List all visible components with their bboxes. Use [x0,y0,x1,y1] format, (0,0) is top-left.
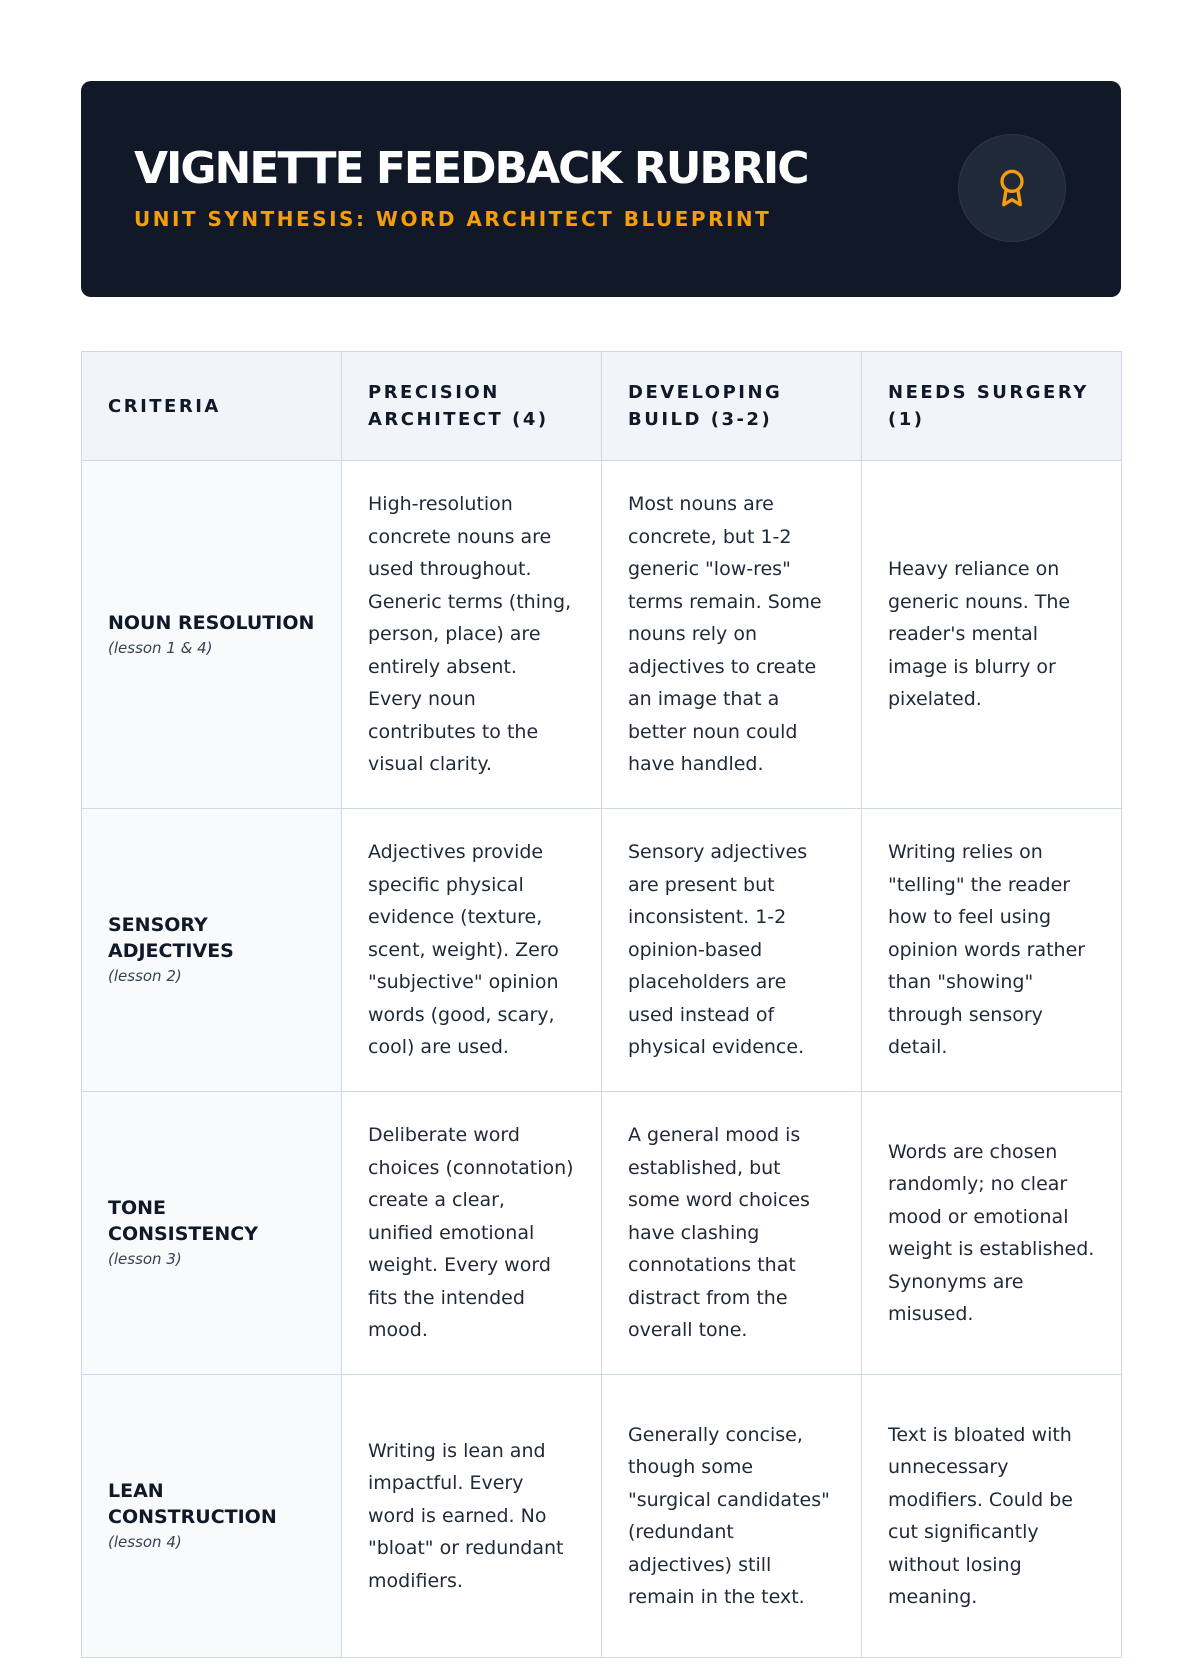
precision-cell: Deliberate word choices (connotation) create a clear, unified emotional weight. Every word fits the intended mood. [342,1092,602,1375]
column-header-precision: PRECISION ARCHITECT (4) [342,352,602,461]
criterion-cell [82,1092,342,1375]
criterion-cell [82,1375,342,1658]
surgery-cell: Writing relies on "telling" the reader how to feel using opinion words rather than "showing" through sensory detail. [862,809,1122,1092]
precision-cell: Adjectives provide specific physical evidence (texture, scent, weight). Zero "subjective" opinion words (good, scary, cool) are used. [342,809,602,1092]
surgery-cell: Words are chosen randomly; no clear mood or emotional weight is established. Synonyms are misused. [862,1092,1122,1375]
criterion-lesson: (lesson 4) [108,1533,182,1551]
criterion-lesson: (lesson 2) [108,967,182,985]
table-row [82,1375,1122,1658]
developing-cell: Most nouns are concrete, but 1-2 generic "low-res" terms remain. Some nouns rely on adjectives to create an image that a better noun could have handled. [602,461,862,809]
criterion-name: TONE CONSISTENCY [108,1197,258,1245]
column-header-surgery: NEEDS SURGERY (1) [862,352,1122,461]
precision-cell: Writing is lean and impactful. Every word is earned. No "bloat" or redundant modifiers. [342,1375,602,1658]
table-row [82,809,1122,1092]
criterion-cell [82,809,342,1092]
page-subtitle: UNIT SYNTHESIS: WORD ARCHITECT BLUEPRINT [134,207,772,231]
rubric-header [81,81,1121,297]
surgery-cell: Heavy reliance on generic nouns. The reader's mental image is blurry or pixelated. [862,461,1122,809]
criterion-cell [82,461,342,809]
award-ribbon-icon [992,168,1032,208]
precision-cell: High-resolution concrete nouns are used throughout. Generic terms (thing, person, place) are entirely absent. Every noun contributes to the visual clarity. [342,461,602,809]
rubric-table [81,351,1122,1658]
column-header-criteria: CRITERIA [82,352,342,461]
developing-cell: Generally concise, though some "surgical candidates" (redundant adjectives) still remain in the text. [602,1375,862,1658]
criterion-name: LEAN CONSTRUCTION [108,1480,277,1528]
page-title: VIGNETTE FEEDBACK RUBRIC [134,143,808,194]
award-badge [958,134,1066,242]
table-header-row [82,352,1122,461]
table-row [82,1092,1122,1375]
developing-cell: Sensory adjectives are present but inconsistent. 1-2 opinion-based placeholders are used instead of physical evidence. [602,809,862,1092]
surgery-cell: Text is bloated with unnecessary modifiers. Could be cut significantly without losing meaning. [862,1375,1122,1658]
criterion-lesson: (lesson 3) [108,1250,182,1268]
criterion-name: NOUN RESOLUTION [108,611,315,634]
criterion-lesson: (lesson 1 & 4) [108,638,213,657]
criterion-name: SENSORY ADJECTIVES [108,914,234,962]
table-row [82,461,1122,809]
developing-cell: A general mood is established, but some word choices have clashing connotations that distract from the overall tone. [602,1092,862,1375]
column-header-developing: DEVELOPING BUILD (3-2) [602,352,862,461]
